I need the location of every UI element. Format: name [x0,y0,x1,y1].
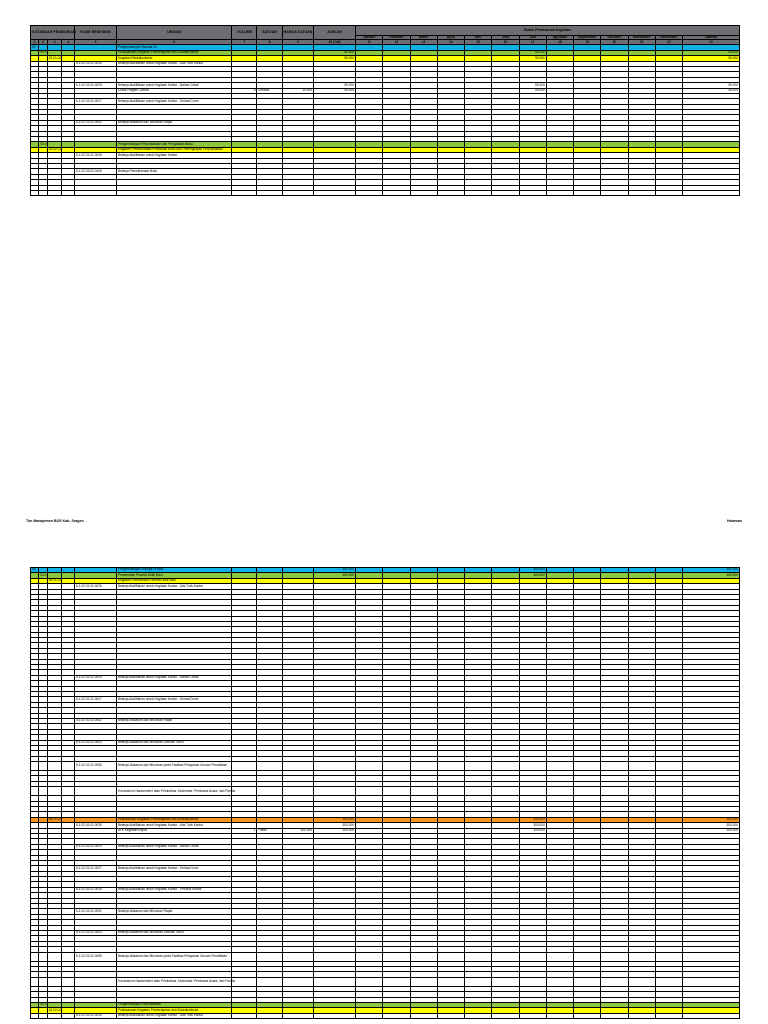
uraian-cell: Belanja Alat/Bahan untuk Kegiatan Kantor - Bahan Cetak [116,83,231,88]
month-cell-jul [519,977,546,986]
month-header: April [437,36,464,40]
month-cell-jul: 95.000 [519,83,546,88]
month-cell-apr [437,787,464,796]
month-cell-nov [628,1013,655,1018]
column-number: 20 [601,40,628,45]
column-number: 6 [116,40,231,45]
satuan-cell [257,952,282,961]
rkas-sheet-page-2 [30,567,740,1019]
month-cell-jul: 95.000 [519,56,546,61]
uraian-cell: Belanja Makanan dan Minuman pada Fasilitas Pelayanan Urusan Pendidikan [116,762,231,771]
month-cell-jun [492,977,519,986]
month-cell-jml [683,787,740,796]
month-cell-sep [574,952,601,961]
month-cell-jul [519,1013,546,1018]
month-header: Jumlah [683,36,740,40]
std-col-3 [47,190,62,195]
uraian-cell: Kegiatan Pemeliharaan/Perawatan Buku dan Perlengkapan Perpustakaan [116,147,231,152]
table-row [31,787,740,796]
col-uraian-header: URAIAN [116,26,231,40]
month-cell-nov [628,787,655,796]
month-cell-nov [628,952,655,961]
std-col-1 [31,977,39,986]
jumlah-cell: 300.000 [314,817,356,822]
month-cell-jul: 95.000 [519,88,546,93]
column-number: 2 [39,40,47,45]
uraian-cell: Cetak Piagam Lomba [116,88,231,93]
month-cell-mar [410,762,437,771]
kode-cell [75,977,117,986]
std-col-2 [39,190,47,195]
month-cell-feb [383,952,410,961]
kode-cell: 5.1.02.01.01.0029 [75,844,117,849]
month-cell-agu [546,762,573,771]
std-col-3 [47,952,62,961]
col-standar-header: 8 STANDAR PENDIDIKAN [31,26,75,40]
jumlah-cell: 300.000 [314,568,356,573]
std-col-1 [31,762,39,771]
uraian-cell: Belanja Makanan dan Minuman Jamuan Tamu [116,931,231,936]
kode-cell: 5.1.02.01.01.0053 [75,740,117,745]
month-cell-des [655,952,682,961]
month-cell-okt [601,762,628,771]
column-number: 10 (7x9) [314,40,356,45]
month-cell-jml [683,952,740,961]
std-col-1: 04 [31,568,39,573]
table-row [31,190,740,195]
std-col-1 [31,952,39,961]
month-cell-jul [519,787,546,796]
month-cell-des [655,977,682,986]
kode-cell: 5.1.02.01.01.0029 [75,675,117,680]
month-cell-jul [519,952,546,961]
jumlah-cell: 300.000 [314,823,356,828]
uraian-cell: Belanja Alat/Bahan untuk Kegiatan Kantor - Perabot Kantor [116,887,231,892]
month-cell-jml: 95.000 [683,83,740,88]
uraian-cell: Belanja Alat/Bahan untuk Kegiatan Kantor - Alat Tulis Kantor [116,823,231,828]
month-cell-jun [492,762,519,771]
uraian-cell: Belanja Alat/Bahan untuk Kegiatan Kantor - Bahan Cetak [116,844,231,849]
jumlah-cell [314,190,356,195]
kode-cell: 5.1.02.01.01.0028 [75,887,117,892]
month-cell-jml [683,190,740,195]
month-cell-jul: 300.000 [519,823,546,828]
std-col-2 [39,977,47,986]
month-header: Maret [410,36,437,40]
month-cell-jul [519,762,546,771]
harga-cell [282,787,313,796]
std-col-4 [62,787,75,796]
uraian-cell: Belanja Alat/Bahan untuk Kegiatan Kantor - Kertas/Cover [116,866,231,871]
month-cell-jml: 95.000 [683,56,740,61]
uraian-cell: Belanja Alat/Bahan untuk Kegiatan Kantor - Kertas/Cover [116,99,231,104]
uraian-cell: Belanja Makanan dan Minuman Jamuan Tamu [116,740,231,745]
kode-cell: 5.1.02.03.02.0405 [75,169,117,174]
table-row [31,952,740,961]
month-cell-des [655,762,682,771]
harga-cell [282,190,313,195]
month-cell-sep [574,977,601,986]
volume-cell: 1 [232,828,257,833]
month-cell-jml [683,762,740,771]
column-number: 13 [410,40,437,45]
std-col-4 [62,977,75,986]
jumlah-cell [314,977,356,986]
kode-cell: 5.1.02.01.01.0053 [75,931,117,936]
uraian-cell: Belanja Alat/Bahan untuk Kegiatan Kantor - Alat Tulis Kantor [116,61,231,66]
kode-cell: 5.1.02.01.01.0027 [75,697,117,702]
month-cell-sep [574,1013,601,1018]
month-cell-feb [383,787,410,796]
uraian-cell: Belanja Makanan dan Minuman Rapat [116,120,231,125]
satuan-cell: Paket [257,828,282,833]
uraian-cell: Pengembangan Perpustakaan dan Pengadaan Buku [116,142,231,147]
month-cell-okt [601,952,628,961]
jumlah-cell: 95.000 [314,56,356,61]
col-harga-header: HARGA SATUAN [282,26,313,40]
jumlah-cell: 95.000 [314,83,356,88]
std-col-2 [39,952,47,961]
column-number: 22 [655,40,682,45]
satuan-cell [257,1013,282,1018]
std-col-2: 04.01 [40,572,49,577]
std-col-1 [31,1013,39,1018]
month-cell-jan [356,1013,383,1018]
std-col-3 [47,1013,62,1018]
uraian-cell: ATK Kegiatan Rapat [116,828,231,833]
col-volume-header: VOLUME [232,26,257,40]
std-col-3: 04.02.01 [48,1007,62,1012]
uraian-cell: Belanja Alat/Bahan untuk Kegiatan Kantor [116,153,231,158]
kode-cell: 5.1.02.01.01.0027 [75,99,117,104]
month-cell-okt [601,1013,628,1018]
month-cell-sep [574,762,601,771]
month-cell-apr [437,1013,464,1018]
column-number: 9 [282,40,313,45]
std-col-2: 03.01 [40,50,49,55]
satuan-cell: Lembar [257,88,282,93]
uraian-cell: Belanja Makanan dan Minuman Rapat [116,718,231,723]
uraian-cell [116,190,231,195]
column-number: 5 [75,40,117,45]
month-cell-mei [465,977,492,986]
uraian-cell: Belanja Alat/Bahan untuk Kegiatan Kantor - Alat Tulis Kantor [116,584,231,589]
std-col-4 [62,762,75,771]
harga-cell [282,762,313,771]
month-cell-sep [574,190,601,195]
month-cell-des [655,1013,682,1018]
uraian-cell: Belanja Makanan dan Minuman Rapat [116,909,231,914]
month-cell-apr [437,190,464,195]
column-number: 1 [31,40,39,45]
month-cell-okt [601,977,628,986]
uraian-cell: Pelaksanaan Kegiatan Pembelajaran dan Ekstrakurikuler [116,1008,231,1013]
kode-cell: 5.1.02.01.01.0026 [75,584,117,589]
month-cell-okt [601,190,628,195]
std-col-2: 04.02 [40,1002,49,1007]
column-number: 16 [492,40,519,45]
month-cell-jul: 95.000 [519,50,546,55]
month-header: Juli [519,36,546,40]
std-col-2: 03.02 [40,141,49,146]
month-header: Desember [655,36,682,40]
month-cell-jml: 300.000 [683,828,740,833]
month-cell-nov [628,762,655,771]
month-cell-feb [383,977,410,986]
table-row [31,1013,740,1018]
harga-cell [282,952,313,961]
column-number: 8 [257,40,282,45]
month-cell-mei [465,952,492,961]
std-col-3 [47,762,62,771]
std-col-3: 03.02.01 [48,147,62,152]
month-cell-des [655,787,682,796]
std-col-4 [62,190,75,195]
std-col-2 [39,762,47,771]
jumlah-cell [314,762,356,771]
satuan-cell [257,762,282,771]
table-row [31,762,740,771]
column-number: 11 [356,40,383,45]
column-number: 23 [683,40,740,45]
month-header: Februari [383,36,410,40]
column-number: 7 [232,40,257,45]
satuan-cell [257,787,282,796]
month-cell-mar [410,952,437,961]
rkas-table-page-2 [30,567,740,1019]
column-number: 3 [47,40,62,45]
month-cell-jml: 300.000 [683,817,740,822]
month-cell-agu [546,952,573,961]
kode-cell: 5.1.02.01.01.0055 [75,952,117,961]
jumlah-cell [314,787,356,796]
std-col-3: 04.01.02 [48,817,62,822]
column-number: 21 [628,40,655,45]
kode-cell: 5.1.02.01.01.0052 [75,718,117,723]
month-cell-agu [546,977,573,986]
volume-cell [232,1013,257,1018]
kode-cell: 5.1.02.01.01.0029 [75,83,117,88]
month-cell-mar [410,787,437,796]
month-header: Agustus [546,36,573,40]
month-cell-mei [465,762,492,771]
std-col-1 [31,787,39,796]
volume-cell [232,190,257,195]
month-cell-agu [546,190,573,195]
column-number: 15 [465,40,492,45]
month-cell-mar [410,977,437,986]
uraian-cell: Pengembangan Standar Proses [116,568,231,573]
page-footer [26,519,742,523]
month-header: Oktober [601,36,628,40]
harga-cell [282,1013,313,1018]
std-col-3 [47,787,62,796]
month-cell-jml [683,977,740,986]
uraian-cell: Honorarium Narasumber atau Pembahas, Moderator, Pembawa Acara, dan Panitia [116,977,231,986]
month-cell-feb [383,1013,410,1018]
month-cell-nov [628,190,655,195]
kode-cell [75,787,117,796]
uraian-cell: Belanja Pemeliharaan Buku [116,169,231,174]
month-header: Januari [356,36,383,40]
kode-cell [75,190,117,195]
month-cell-jan [356,190,383,195]
month-cell-okt [601,787,628,796]
harga-cell [282,977,313,986]
jumlah-cell: 300.000 [314,828,356,833]
uraian-cell: Belanja Alat/Bahan untuk Kegiatan Kantor - Alat Tulis Kantor [116,1013,231,1018]
col-kode-header: KODE REKENING [75,26,117,40]
uraian-cell: Pelaksanaan Kegiatan Pembelajaran dan Ekstrakurikuler [116,817,231,822]
rkas-sheet-page-1 [30,25,740,196]
volume-cell [232,977,257,986]
uraian-cell: Kegiatan Ekstrakurikuler [116,56,231,61]
std-col-1 [31,190,39,195]
std-col-2 [39,787,47,796]
kode-cell: 5.1.02.01.01.0026 [75,823,117,828]
jumlah-cell: 300.000 [314,573,356,578]
month-cell-jun [492,787,519,796]
satuan-cell [257,977,282,986]
kode-cell: 5.1.02.01.01.0026 [75,61,117,66]
month-cell-apr [437,952,464,961]
table-row [31,977,740,986]
month-cell-apr [437,762,464,771]
volume-cell [232,762,257,771]
uraian-cell: Kegiatan Penerimaan Peserta Didik Baru [116,578,231,583]
kode-cell: 5.1.02.01.01.0052 [75,909,117,914]
month-cell-nov [628,977,655,986]
kode-cell: 5.1.02.01.01.0027 [75,866,117,871]
jumlah-cell: 95.000 [314,50,356,55]
month-cell-jml: 95.000 [683,88,740,93]
column-number: 18 [546,40,573,45]
month-cell-jan [356,762,383,771]
harga-cell: 300.000 [282,828,313,833]
month-cell-jun [492,190,519,195]
harga-cell: 19.000 [282,88,313,93]
month-cell-jun [492,1013,519,1018]
month-cell-agu [546,787,573,796]
volume-cell [232,952,257,961]
std-col-3: 04.01.01 [48,578,62,583]
month-cell-jul: 300.000 [519,817,546,822]
month-cell-mar [410,190,437,195]
kode-cell: 5.1.02.01.01.0026 [75,1013,117,1018]
std-col-1: 03 [31,45,39,50]
std-col-4 [62,1013,75,1018]
month-cell-jan [356,952,383,961]
footer-left-text: Tim Manajemen BOS Kab. Sragen [26,519,84,523]
col-bulan-header: Bulan Pelaksanaa Kegiatan [356,26,740,36]
column-number: 4 [62,40,75,45]
column-number: 17 [519,40,546,45]
month-cell-mei [465,1013,492,1018]
uraian-cell: Belanja Alat/Bahan untuk Kegiatan Kantor - Bahan Cetak [116,675,231,680]
std-col-2 [39,1013,47,1018]
month-cell-jml: 300.000 [683,823,740,828]
kode-cell: 5.1.02.01.01.0052 [75,120,117,125]
month-cell-jml [683,1013,740,1018]
uraian-cell: Belanja Alat/Bahan untuk Kegiatan Kantor - Kertas/Cover [116,697,231,702]
month-cell-jul: 300.000 [519,828,546,833]
col-satuan-header: SATUAN [257,26,282,40]
column-number: 12 [383,40,410,45]
month-cell-jan [356,787,383,796]
jumlah-cell: 95.000 [314,88,356,93]
month-cell-jul [519,190,546,195]
month-cell-jml: 300.000 [683,573,740,578]
kode-cell: 5.1.02.01.01.0055 [75,762,117,771]
std-col-3 [47,977,62,986]
uraian-cell: Belanja Makanan dan Minuman pada Fasilitas Pelayanan Urusan Pendidikan [116,952,231,961]
month-cell-feb [383,190,410,195]
uraian-cell: Pengembangan Standar Isi [116,45,231,50]
satuan-cell [257,190,282,195]
month-cell-jul: 300.000 [519,573,546,578]
column-number: 19 [574,40,601,45]
month-cell-jml: 95.000 [683,50,740,55]
footer-right-text: Halaman [727,519,742,523]
volume-cell: 5 [232,88,257,93]
month-cell-des [655,190,682,195]
jumlah-cell [314,952,356,961]
uraian-cell: Pengembangan Perpustakaan [116,1002,231,1007]
month-header: September [574,36,601,40]
month-cell-mei [465,787,492,796]
uraian-cell: Honorarium Narasumber atau Pembahas, Moderator, Pembawa Acara, dan Panitia [116,787,231,796]
month-cell-jun [492,952,519,961]
uraian-cell: Pelaksanaan Kegiatan Pembelajaran dan Ekstrakurikuler [116,50,231,55]
month-cell-mei [465,190,492,195]
std-col-3: 03.01.01 [48,55,62,60]
month-cell-mar [410,1013,437,1018]
month-cell-jan [356,977,383,986]
column-number: 14 [437,40,464,45]
jumlah-cell [314,1013,356,1018]
volume-cell [232,787,257,796]
month-cell-sep [574,787,601,796]
month-cell-feb [383,762,410,771]
month-cell-jul: 300.000 [519,568,546,573]
month-cell-agu [546,1013,573,1018]
month-header: Mei [465,36,492,40]
rkas-table-page-1 [30,25,740,196]
month-cell-jml: 300.000 [683,568,740,573]
month-cell-apr [437,977,464,986]
kode-cell: 5.1.02.01.01.0026 [75,153,117,158]
month-header: November [628,36,655,40]
col-jumlah-header: JUMLAH [314,26,356,40]
uraian-cell: Penerimaan Peserta Didik Baru [116,573,231,578]
month-header: Juni [492,36,519,40]
std-col-4 [62,952,75,961]
